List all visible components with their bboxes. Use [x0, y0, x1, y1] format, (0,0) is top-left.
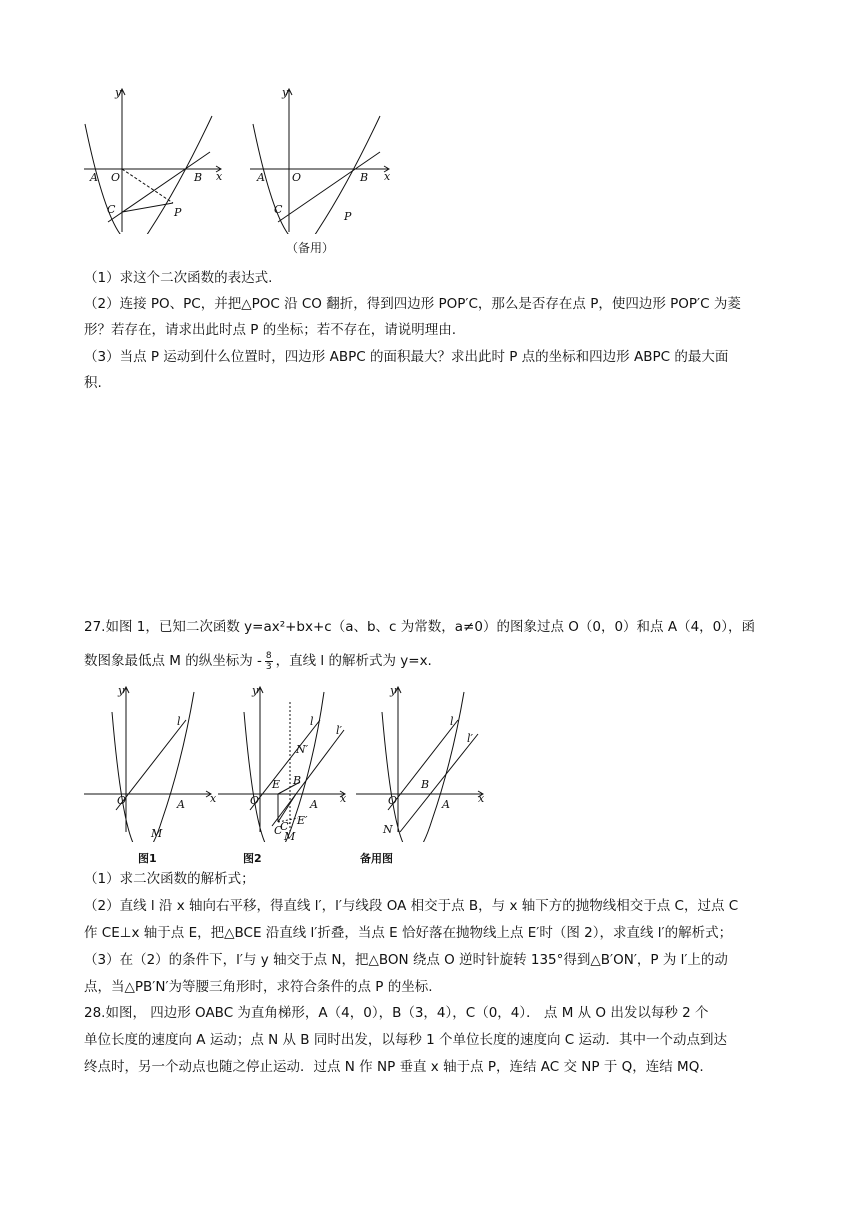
caption-backup-fig: 备用图: [360, 852, 393, 865]
q27f1-M-label: M: [151, 827, 163, 840]
q26-figure-1: [80, 84, 230, 234]
q26-part2-line1: （2）连接 PO、PC，并把△POC 沿 CO 翻折，得到四边形 POP′C，那么是否存在点 P，使四边形 POP′C 为菱: [84, 296, 741, 312]
q27f1-l-label: l: [177, 715, 181, 728]
q27-figure-3: [354, 682, 494, 842]
q27-line2-b: ，直线 l 的解析式为 y=x.: [275, 653, 432, 669]
fig2-B-label: B: [360, 171, 369, 184]
q27f2-l2-label: l′: [336, 724, 343, 737]
q27f3-A-label: A: [442, 798, 450, 811]
fig1-y-label: y: [115, 86, 122, 99]
q27-figure-1: [82, 682, 222, 842]
q27f1-A-label: A: [177, 798, 185, 811]
q27f3-N-label: N: [383, 823, 393, 836]
fig1-B-label: B: [194, 171, 203, 184]
fraction-numerator: 8: [265, 650, 272, 661]
fig2-O-label: O: [292, 171, 302, 184]
q27-part2-line1: （2）直线 l 沿 x 轴向右平移，得直线 l′，l′与线段 OA 相交于点 B，与 x 轴下方的抛物线相交于点 C，过点 C: [84, 898, 739, 914]
q26-part1: （1）求这个二次函数的表达式.: [84, 270, 273, 286]
q28-line1: 28.如图， 四边形 OABC 为直角梯形，A（4，0），B（3，4），C（0，4）． 点 M 从 O 出发以每秒 2 个: [84, 1005, 709, 1021]
q27f3-l2-label: l′: [467, 732, 474, 745]
caption-fig2: 图2: [243, 852, 262, 865]
q27f2-M-label: M: [284, 830, 296, 842]
q27-line1: 27.如图 1，已知二次函数 y=ax²+bx+c（a、b、c 为常数，a≠0）的图象过点 O（0，0）和点 A（4，0），函: [84, 619, 755, 635]
fig2-A-label: A: [257, 171, 265, 184]
fig1-x-label: x: [216, 170, 223, 183]
fraction-denominator: 3: [265, 661, 272, 672]
q27-part3-line1: （3）在（2）的条件下，l′与 y 轴交于点 N，把△BON 绕点 O 逆时针旋转 135°得到△B′ON′，P 为 l′上的动: [84, 952, 728, 968]
caption-fig1: 图1: [138, 852, 157, 865]
q27f3-y-label: y: [390, 684, 397, 697]
q27f2-E-label: E: [272, 778, 281, 791]
fig1-C-label: C: [107, 203, 116, 216]
q27-part3-line2: 点，当△PB′N′为等腰三角形时，求符合条件的点 P 的坐标.: [84, 979, 433, 995]
fraction-8-3: [265, 651, 273, 672]
q27f2-A-label: A: [310, 798, 318, 811]
q27f2-x-label: x: [340, 792, 347, 805]
q27-figure-2: [216, 682, 356, 842]
fig2-x-label: x: [384, 170, 391, 183]
q27f3-O-label: O: [388, 794, 398, 807]
q27-line2-a: 数图象最低点 M 的纵坐标为 -: [84, 653, 262, 669]
q27f2-l-label: l: [310, 715, 314, 728]
q27f1-O-label: O: [117, 794, 127, 807]
q27f2-N2-label: N′: [296, 743, 309, 756]
q26-figure-2: [248, 84, 398, 234]
q27f2-O-label: O: [250, 794, 260, 807]
q27f2-B-label: B: [293, 774, 302, 787]
q27f2-y-label: y: [252, 684, 259, 697]
fig1-A-label: A: [90, 171, 98, 184]
q28-line3: 终点时，另一个动点也随之停止运动．过点 N 作 NP 垂直 x 轴于点 P，连结 AC 交 NP 于 Q，连结 MQ.: [84, 1059, 704, 1075]
q27f2-C-label: C: [274, 824, 283, 837]
q27f3-l-label: l: [450, 715, 454, 728]
fig2-C-label: C: [274, 203, 283, 216]
q26-part3-line1: （3）当点 P 运动到什么位置时，四边形 ABPC 的面积最大？求出此时 P 点的坐标和四边形 ABPC 的最大面: [84, 349, 729, 365]
q27f3-B-label: B: [421, 778, 430, 791]
q27-line2: [84, 650, 784, 672]
q26-part3-line2: 积.: [84, 375, 102, 391]
q27-part1: （1）求二次函数的解析式；: [84, 871, 255, 887]
q27f2-C2-label: C′: [280, 820, 291, 833]
q27f1-y-label: y: [118, 684, 125, 697]
q26-part2-line2: 形？若存在，请求出此时点 P 的坐标；若不存在，请说明理由.: [84, 322, 457, 338]
fig2-P-label: P: [344, 210, 352, 223]
q27-part2-line2: 作 CE⊥x 轴于点 E，把△BCE 沿直线 l′折叠，当点 E 恰好落在抛物线上点 E′时（图 2），求直线 l′的解析式；: [84, 925, 733, 941]
fig1-P-label: P: [174, 206, 182, 219]
q27f3-x-label: x: [478, 792, 485, 805]
q28-line2: 单位长度的速度向 A 运动；点 N 从 B 同时出发，以每秒 1 个单位长度的速度向 C 运动．其中一个动点到达: [84, 1032, 728, 1048]
figure-caption-backup: （备用）: [286, 241, 335, 255]
fig2-y-label: y: [282, 86, 289, 99]
fig1-O-label: O: [111, 171, 121, 184]
q27f2-E2-label: E′: [297, 814, 308, 827]
q27f1-x-label: x: [210, 792, 217, 805]
